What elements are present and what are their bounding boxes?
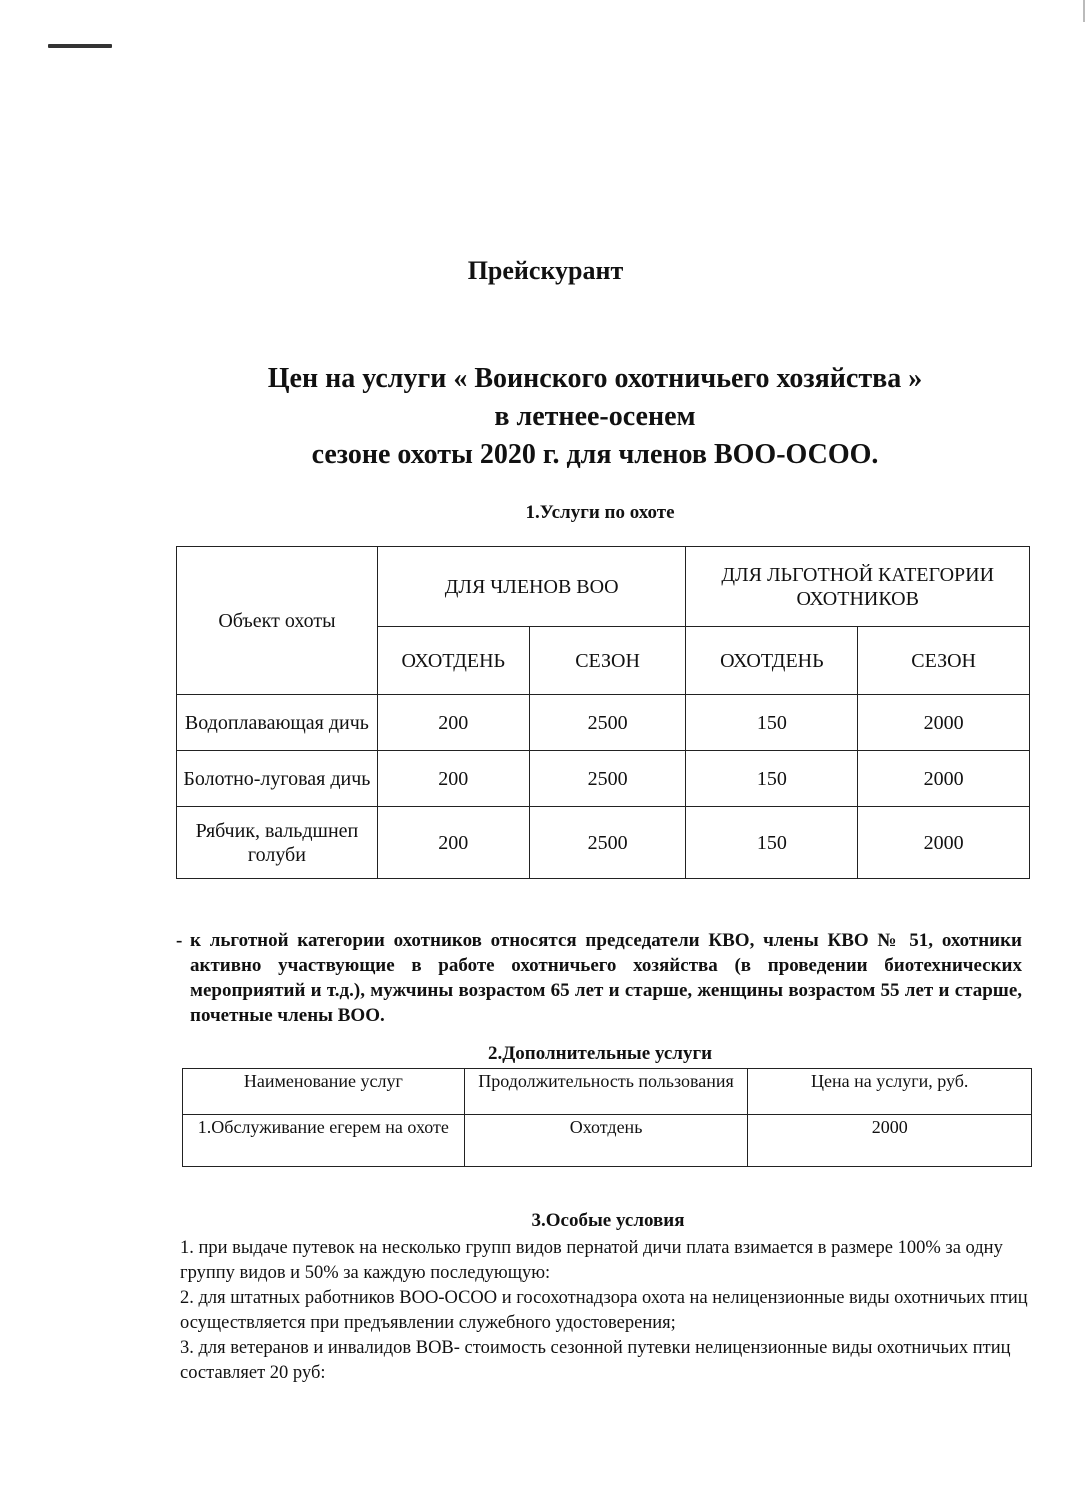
additional-services-table (182, 1068, 1032, 1167)
list-item: 3. для ветеранов и инвалидов ВОВ- стоимость сезонной путевки нелицензионные виды охотничьих птиц составляет 20 руб: (180, 1338, 1011, 1383)
hunting-services-table (176, 546, 1030, 879)
section-1-heading: 1.Услуги по охоте (525, 502, 675, 523)
table-row (177, 751, 1030, 807)
table-row (177, 695, 1030, 751)
col-header-benefit-season: СЕЗОН (858, 627, 1030, 695)
cell-service-name: 1.Обслуживание егерем на охоте (183, 1115, 465, 1167)
cell-benefit-season: 2000 (858, 751, 1030, 807)
subtitle-line-3: сезоне охоты 2020 г. для членов ВОО-ОСОО. (311, 439, 879, 470)
col-group-benefit: ДЛЯ ЛЬГОТНОЙ КАТЕГОРИИ ОХОТНИКОВ (686, 547, 1030, 627)
table-row (177, 807, 1030, 879)
section-3-heading: 3.Особые условия (531, 1210, 685, 1231)
page-edge-line (1083, 0, 1085, 22)
cell-benefit-day: 150 (686, 751, 858, 807)
subtitle-line-2: в летнее-осенем (494, 401, 696, 432)
col-header-object: Объект охоты (177, 547, 378, 695)
section-2-heading: 2.Дополнительные услуги (487, 1043, 713, 1064)
cell-benefit-season: 2000 (858, 695, 1030, 751)
cell-member-day: 200 (377, 751, 529, 807)
scan-mark (48, 44, 112, 48)
cell-member-season: 2500 (529, 807, 686, 879)
cell-object: Болотно-луговая дичь (177, 751, 378, 807)
col-header-member-day: ОХОТДЕНЬ (377, 627, 529, 695)
table-row (183, 1115, 1032, 1167)
cell-object: Рябчик, вальдшнеп голуби (177, 807, 378, 879)
table-header-row (177, 547, 1030, 627)
cell-member-day: 200 (377, 807, 529, 879)
cell-benefit-season: 2000 (858, 807, 1030, 879)
benefit-category-note (176, 928, 1022, 1028)
col-header-duration: Продолжительность пользования (464, 1069, 748, 1115)
cell-member-day: 200 (377, 695, 529, 751)
list-item: 2. для штатных работников ВОО-ОСОО и госохотнадзора охота на нелицензионные виды охотничьих птиц осуществляется при предъявлении служебного удостоверения; (180, 1288, 1028, 1333)
document-title: Прейскурант (467, 256, 624, 285)
list-item: 1. при выдаче путевок на несколько групп видов пернатой дичи плата взимается в размере 100% за одну группу видов и 50% за каждую последующую: (180, 1238, 1003, 1283)
cell-benefit-day: 150 (686, 807, 858, 879)
cell-member-season: 2500 (529, 695, 686, 751)
note-text: к льготной категории охотников относятся председатели КВО, члены КВО № 51, охотники активно участвующие в работе охотничьего хозяйства (в проведении биотехнических мероприятий и т.д.), мужчины возрастом 65 лет и старше, женщины возрастом 55 лет и старше, почетные члены ВОО. (190, 930, 1022, 1026)
col-header-price: Цена на услуги, руб. (748, 1069, 1032, 1115)
cell-object: Водоплавающая дичь (177, 695, 378, 751)
col-header-benefit-day: ОХОТДЕНЬ (686, 627, 858, 695)
subtitle-line-1: Цен на услуги « Воинского охотничьего хозяйства » (267, 363, 923, 394)
col-header-member-season: СЕЗОН (529, 627, 686, 695)
cell-member-season: 2500 (529, 751, 686, 807)
note-dash: - (176, 930, 183, 951)
special-conditions-list (180, 1236, 1030, 1386)
cell-benefit-day: 150 (686, 695, 858, 751)
cell-duration: Охотдень (464, 1115, 748, 1167)
col-header-service-name: Наименование услуг (183, 1069, 465, 1115)
table-header-row (183, 1069, 1032, 1115)
cell-price: 2000 (748, 1115, 1032, 1167)
document-subtitle (185, 360, 1005, 474)
col-group-members: ДЛЯ ЧЛЕНОВ ВОО (377, 547, 686, 627)
